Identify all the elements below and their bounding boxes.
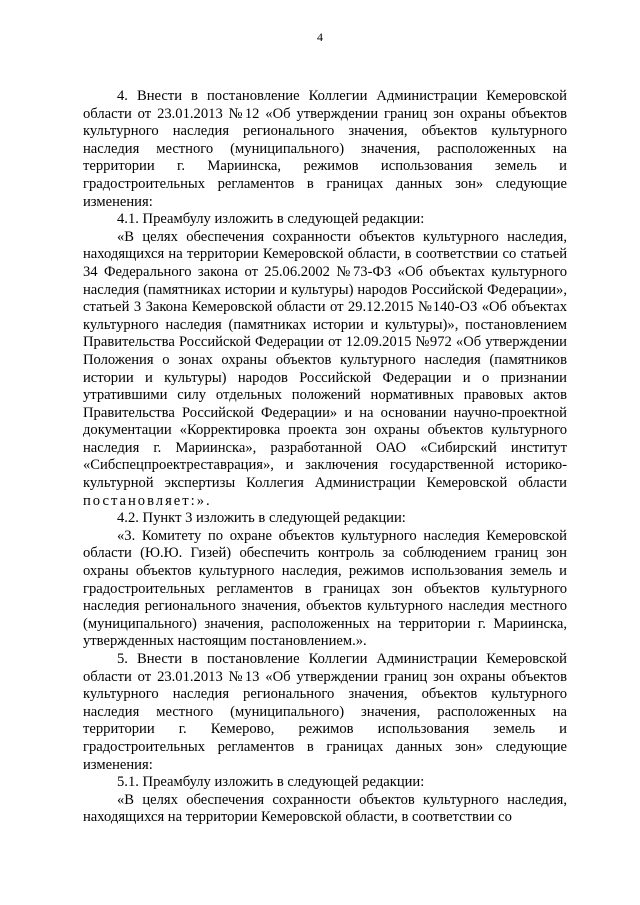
paragraph-5-1-preamble: «В целях обеспечения сохранности объектов культурного наследия, находящихся на территории Кемеровской области, в соответствии со <box>83 791 567 826</box>
paragraph-5-1: 5.1. Преамбулу изложить в следующей редакции: <box>117 774 425 791</box>
paragraph-4-2-text: «3. Комитету по охране объектов культурного наследия Кемеровской области (Ю.Ю. Гизей) обеспечить контроль за соблюдением границ зон охраны объектов культурного наследия, режимов использования земель и градостроительных регламентов в границах зон объектов культурного наследия регионального значения, объектов культурного наследия местного (муниципального) значения, расположенных на территории г. Мариинска, утвержденных настоящим постановлением.». <box>83 527 567 650</box>
paragraph-4-1: 4.1. Преамбулу изложить в следующей редакции: <box>117 211 425 228</box>
paragraph-4: 4. Внести в постановление Коллегии Администрации Кемеровской области от 23.01.2013 №12 «Об утверждении границ зон охраны объектов культурного наследия регионального значения, объектов культурного наследия местного (муниципального) значения, расположенных на территории г. Мариинска, режимов использования земель и градостроительных регламентов в границах данных зон» следующие изменения: <box>83 88 567 210</box>
resolution-word: постановляет:». <box>83 492 212 509</box>
paragraph-5: 5. Внести в постановление Коллегии Администрации Кемеровской области от 23.01.2013 №13 «Об утверждении границ зон охраны объектов культурного наследия регионального значения, объектов культурного наследия местного (муниципального) значения, расположенных на территории г. Кемерово, режимов использования земель и градостроительных регламентов в границах данных зон» следующие изменения: <box>83 651 567 773</box>
paragraph-4-2: 4.2. Пункт 3 изложить в следующей редакции: <box>117 510 406 527</box>
page-number: 4 <box>317 30 323 44</box>
paragraph-4-1-preamble <box>83 229 567 511</box>
document-body <box>83 88 567 827</box>
preamble-text: «В целях обеспечения сохранности объектов культурного наследия, находящихся на территории Кемеровской области, в соответствии со статьей 34 Федерального закона от 25.06.2002 №73-ФЗ «Об объектах культурного наследия (памятниках истории и культуры) народов Российской Федерации», статьей 3 Закона Кемеровской области от 29.12.2015 №140-ОЗ «Об объектах культурного наследия (памятниках истории и культуры)», постановлением Правительства Российской Федерации от 12.09.2015 №972 «Об утверждении Положения о зонах охраны объектов культурного наследия (памятников истории и культуры) народов Российской Федерации и о признании утратившими силу отдельных положений нормативных правовых актов Правительства Российской Федерации» и на основании научно-проектной документации «Корректировка проекта зон охраны объектов культурного наследия г. Мариинска», разработанной ОАО «Сибирский институт «Сибспецпроектреставрация», и заключения государственной историко-культурной экспертизы Коллегия Администрации Кемеровской области <box>83 228 567 492</box>
